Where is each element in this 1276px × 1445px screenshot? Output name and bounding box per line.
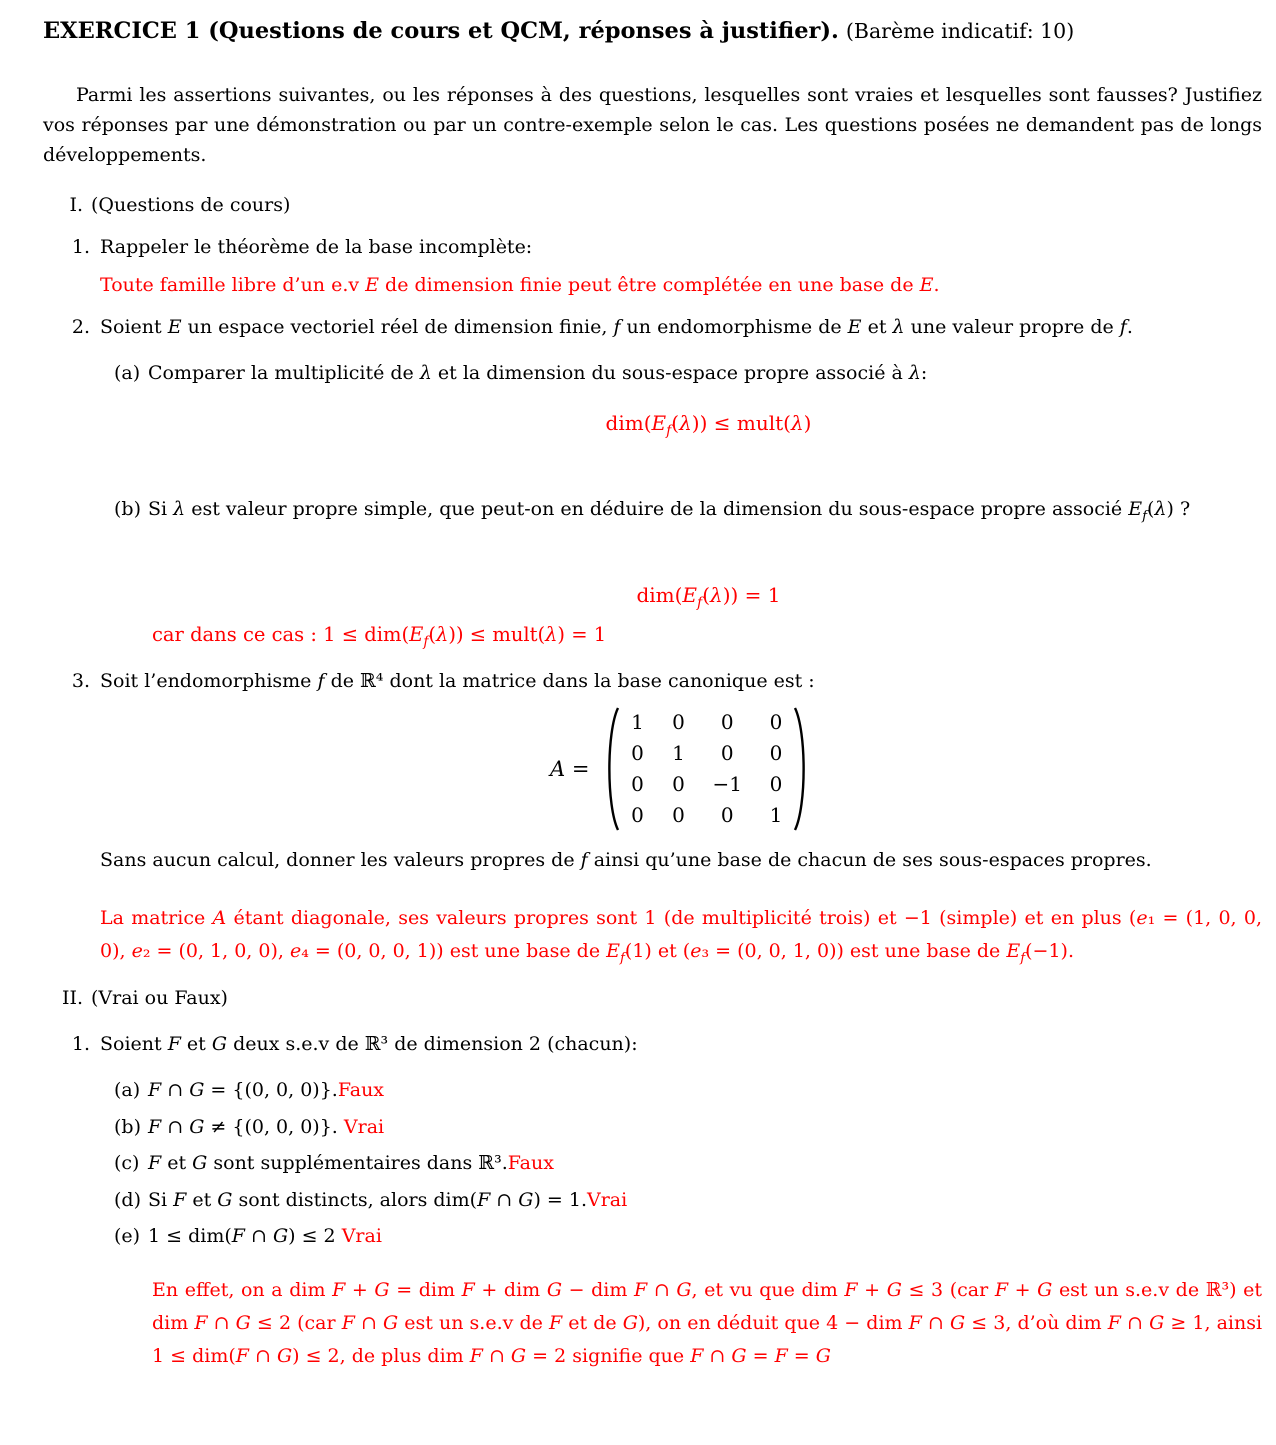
matrix-lhs: A =	[550, 757, 590, 781]
vf-question-1	[43, 1029, 1262, 1373]
intro-paragraph: Parmi les assertions suivantes, ou les réponses à des questions, lesquelles sont vraies et lesquelles sont fausses? Justifiez vos réponses par une démonstration ou par un contre-exemple selon le cas. Les questions posées ne demandent pas de longs développements.	[43, 84, 1262, 166]
matrix-cell: 0	[631, 772, 644, 796]
vf-item-a-label: (a)	[114, 1079, 141, 1101]
matrix-cell: 0	[672, 772, 685, 796]
vf-item-a	[114, 1075, 1262, 1105]
question-3-label: 3.	[71, 670, 90, 692]
question-2a-text: Comparer la multiplicité de λ et la dimension du sous-espace propre associé à λ:	[148, 362, 928, 384]
answer-2b-note: car dans ce cas : $1 \le dim(E_f(\lambda))$ ≤ mult(λ) = 1	[152, 623, 607, 650]
question-1-label: 1.	[71, 236, 90, 258]
question-1-text: Rappeler le théorème de la base incomplète:	[100, 236, 533, 258]
answer-2a-equation: $dim(E_f(\lambda))$ ≤ mult(λ)	[605, 411, 812, 439]
matrix-cell: 0	[631, 741, 644, 765]
question-2b-text: Si λ est valeur propre simple, que peut-on en déduire de la dimension du sous-espace propre associé $E_f(\lambda)$ ?	[148, 498, 1191, 524]
vf-item-d	[114, 1185, 1262, 1215]
question-3-text2: Sans aucun calcul, donner les valeurs propres de f ainsi qu’une base de chacun de ses sous-espaces propres.	[100, 849, 1152, 871]
matrix-cell: 0	[672, 710, 685, 734]
matrix-cell: −1	[712, 772, 742, 796]
question-3-text: Soit l’endomorphisme f de ℝ⁴ dont la matrice dans la base canonique est :	[100, 670, 815, 692]
section-ii-heading	[43, 983, 1262, 1013]
vf-item-b-statement: F ∩ G ≠ {(0, 0, 0)}.	[148, 1115, 344, 1138]
section-i-title: (Questions de cours)	[91, 194, 291, 216]
vf-item-d-label: (d)	[114, 1188, 141, 1211]
question-2-label: 2.	[71, 316, 90, 338]
vf-item-e	[114, 1221, 1262, 1251]
section-ii-title: (Vrai ou Faux)	[91, 987, 228, 1009]
question-2b	[114, 494, 1262, 524]
vf-question-1-label: 1.	[71, 1033, 90, 1055]
section-i-heading	[43, 190, 1262, 220]
question-2-text: Soient E un espace vectoriel réel de dimension finie, f un endomorphisme de E et λ une valeur propre de f.	[100, 316, 1133, 338]
matrix-cell: 0	[631, 803, 644, 827]
exercise-title-note: (Barème indicatif: 10)	[845, 19, 1075, 43]
vf-question-1-text: Soient F et G deux s.e.v de ℝ³ de dimension 2 (chacun):	[100, 1033, 638, 1055]
vf-item-a-statement: F ∩ G = {(0, 0, 0)}.	[148, 1079, 338, 1101]
matrix-cell: 0	[769, 772, 783, 796]
matrix-cell: 1	[769, 803, 783, 827]
matrix-cell: 0	[672, 803, 685, 827]
matrix-cell: 0	[720, 710, 734, 734]
vf-item-a-verdict: Faux	[337, 1079, 385, 1101]
question-1	[43, 232, 1262, 300]
matrix-cell: 0	[720, 803, 734, 827]
question-2a-label: (a)	[114, 362, 141, 384]
question-2a	[114, 358, 1262, 388]
matrix-cell: 0	[720, 741, 734, 765]
matrix-cell: 1	[672, 741, 685, 765]
matrix-cells	[621, 707, 791, 831]
vf-item-b-label: (b)	[114, 1115, 141, 1138]
answer-3: La matrice A étant diagonale, ses valeurs propres sont 1 (de multiplicité trois) et −1 (simple) et en plus (e₁ = (1, 0, 0, 0), e₂ = (0, 1, 0, 0), e₄ = (0, 0, 0, 1)) est une base de $E_f(1)$ et (e₃ = (0, 0, 1, 0)) est une base de $E_f(-1)$.	[100, 907, 1262, 966]
vf-item-e-statement: 1 ≤ dim(F ∩ G) ≤ 2	[148, 1225, 342, 1247]
vf-item-c-verdict: Faux	[507, 1152, 554, 1174]
exercise-title	[43, 16, 1262, 46]
vf-answer-justification: En effet, on a dim F + G = dim F + dim G − dim F ∩ G, et vu que dim F + G ≤ 3 (car F + G est un s.e.v de ℝ³) et dim F ∩ G ≤ 2 (car F ∩ G est un s.e.v de F et de G), on en déduit que 4 − dim F ∩ G ≤ 3, d’où dim F ∩ G ≥ 1, ainsi 1 ≤ dim(F ∩ G) ≤ 2, de plus dim F ∩ G = 2 signifie que F ∩ G = F = G	[152, 1279, 1263, 1367]
question-2b-label: (b)	[114, 498, 141, 520]
vf-item-d-verdict: Vrai	[586, 1188, 628, 1211]
vf-item-d-statement: Si F et G sont distincts, alors dim(F ∩ G) = 1.	[148, 1188, 587, 1211]
matrix-cell: 1	[631, 710, 644, 734]
matrix-equation	[100, 705, 1262, 833]
question-2	[43, 312, 1262, 650]
matrix-cell: 0	[769, 741, 783, 765]
section-ii-label: II.	[61, 987, 83, 1009]
vf-item-e-label: (e)	[114, 1225, 141, 1247]
answer-1: Toute famille libre d’un e.v E de dimension finie peut être complétée en une base de E.	[100, 274, 940, 296]
matrix-right-paren	[792, 705, 812, 833]
vf-item-e-verdict: Vrai	[341, 1225, 382, 1247]
section-i-label: I.	[69, 194, 83, 216]
answer-2b-equation: $dim(E_f(\lambda)) = 1$	[636, 583, 781, 611]
vf-item-c-statement: F et G sont supplémentaires dans ℝ³.	[148, 1152, 508, 1174]
vf-item-c-label: (c)	[114, 1152, 140, 1174]
matrix-cell: 0	[769, 710, 783, 734]
question-3	[43, 666, 1262, 968]
vf-item-b	[114, 1112, 1262, 1142]
vf-item-c	[114, 1148, 1262, 1178]
matrix-left-paren	[601, 705, 621, 833]
vf-item-b-verdict: Vrai	[343, 1115, 385, 1138]
exercise-title-bold: EXERCICE 1 (Questions de cours et QCM, réponses à justifier).	[43, 18, 839, 44]
